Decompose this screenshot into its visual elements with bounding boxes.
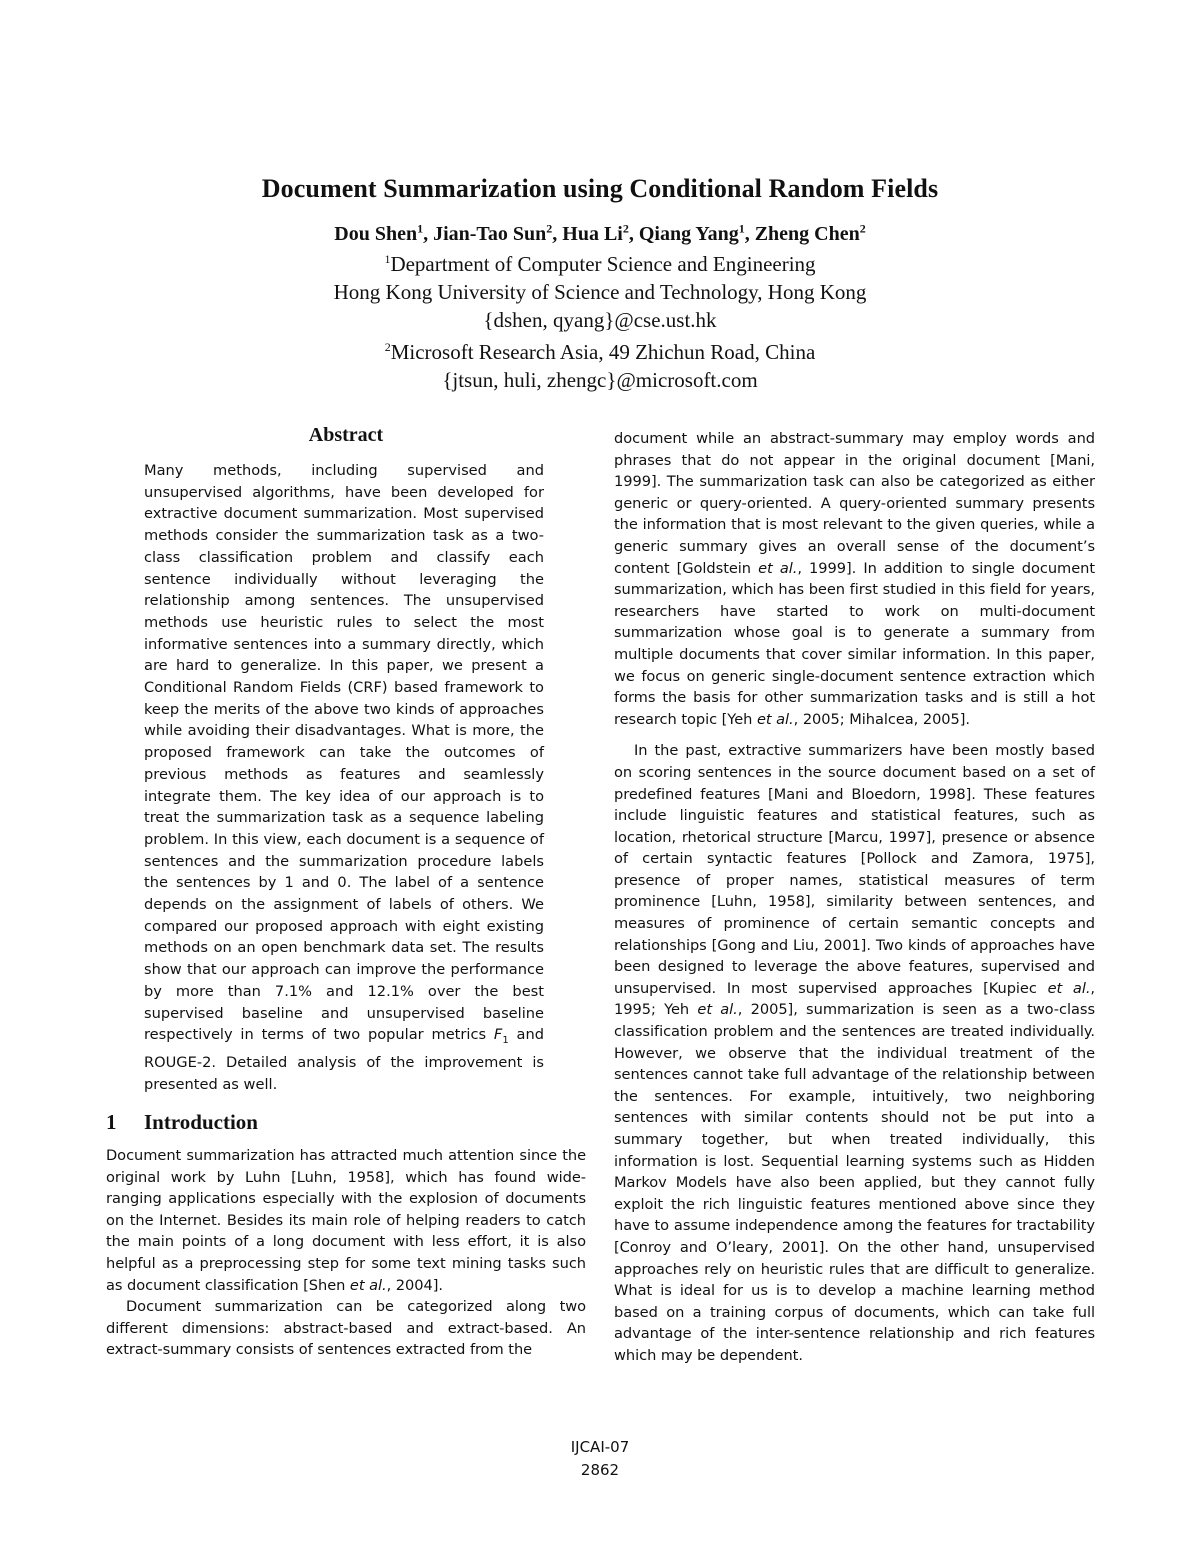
citation-etal: et al. — [349, 1276, 387, 1294]
section-heading-introduction — [106, 1110, 258, 1135]
paragraph-text: , 2005], summarization is seen as a two-class classification problem and the sentences are treated individually. However, we observe that the individual treatment of the sentences cannot take full advantage of the relationship between the sentences. For example, intuitively, two neighboring sentences with similar contents should not be put into a summary together, but when treated individually, this information is lost. Sequential learning systems such as Hidden Markov Models have also been applied, but they cannot fully exploit the rich linguistic features mentioned above since they have to assume independence among the features for tractability [Conroy and O’leary, 2001]. On the other hand, unsupervised approaches rely on heuristic rules that are difficult to generalize. What is ideal for us is to develop a machine learning method based on a training corpus of documents, which can take full advantage of the inter-sentence relationship and rich features which may be dependent. — [614, 1001, 1095, 1364]
affiliation-marker: 1 — [738, 221, 745, 236]
author-name: Dou Shen — [334, 223, 418, 245]
affiliation-marker: 2 — [384, 340, 391, 354]
affiliation-marker: 1 — [417, 221, 424, 236]
affiliation-1-email: {dshen, qyang}@cse.ust.hk — [483, 308, 717, 332]
paragraph — [614, 740, 1095, 1366]
author-name: Zheng Chen — [754, 223, 860, 245]
paragraph-text: , 1995; Yeh — [614, 979, 1096, 1019]
paragraph-text: , 2004]. — [386, 1276, 443, 1294]
citation-etal: et al. — [697, 1001, 738, 1019]
affiliation-1-university: Hong Kong University of Science and Technology, Hong Kong — [333, 280, 867, 304]
paragraph-text: Document summarization has attracted much attention since the original work by Luhn [Luhn, 1958], which has found wide-ranging applications especially with the explosion of documents on the Internet. Besides its main role of helping readers to catch the main points of a long document with less effort, it is also helpful as a preprocessing step for some text mining tasks such as document classification [Shen — [106, 1147, 586, 1294]
affiliation-1-department — [0, 252, 1200, 277]
footer-venue: IJCAI-07 — [570, 1438, 630, 1456]
affiliation-marker: 2 — [622, 221, 629, 236]
abstract-text-end: and ROUGE-2. Detailed analysis of the improvement is presented as well. — [144, 1026, 544, 1093]
author-name: Qiang Yang — [638, 223, 739, 245]
author-separator: , — [423, 223, 434, 245]
section-number: 1 — [106, 1110, 117, 1134]
metric-subscript: 1 — [502, 1035, 509, 1047]
paragraph-text: , 2005; Mihalcea, 2005]. — [793, 710, 971, 728]
author-separator: , — [744, 223, 755, 245]
author-separator: , — [628, 223, 639, 245]
paragraph-text: , 1999]. In addition to single document summarization, which has been first studied in this field for years, researchers have started to work on multi-document summarization whose goal is to generate a summary from multiple documents that cover similar information. In this paper, we focus on generic single-document sentence extraction which forms the basis for other summarization tasks and is still a hot research topic [Yeh — [614, 559, 1095, 728]
paragraph — [614, 428, 1095, 730]
paragraph-text: document while an abstract-summary may employ words and phrases that do not appear in the original document [Mani, 1999]. The summarization task can also be categorized as either generic or query-oriented. A query-oriented summary presents the information that is most relevant to the given queries, while a generic summary gives an overall sense of the document’s content [Goldstein — [614, 430, 1095, 577]
citation-etal: et al. — [758, 559, 798, 577]
metric-symbol: F — [493, 1026, 503, 1044]
paragraph-text: In the past, extractive summarizers have been mostly based on scoring sentences in the source document based on a set of predefined features [Mani and Bloedorn, 1998]. These features include linguistic features and statistical features, such as location, rhetorical structure [Marcu, 1997], presence or absence of certain syntactic features [Pollock and Zamora, 1975], presence of proper names, statistical measures of term prominence [Luhn, 1958], similarity between sentences, and measures of prominence of certain semantic concepts and relationships [Gong and Liu, 2001]. Two kinds of approaches have been designed to leverage the above features, supervised and unsupervised. In most supervised approaches [Kupiec — [614, 742, 1095, 997]
author-separator: , — [552, 223, 563, 245]
author-list — [0, 223, 1200, 246]
author-name: Jian-Tao Sun — [433, 223, 547, 245]
introduction-body — [106, 1145, 586, 1361]
affiliation-2-address — [0, 340, 1200, 365]
affiliation-2-email: {jtsun, huli, zhengc}@microsoft.com — [442, 368, 758, 392]
paragraph — [106, 1145, 586, 1296]
right-column-body — [614, 428, 1095, 1367]
affiliation-text: Department of Computer Science and Engineering — [390, 252, 816, 276]
citation-etal: et al. — [1047, 979, 1091, 997]
author-name: Hua Li — [562, 223, 623, 245]
paragraph: Document summarization can be categorized along two different dimensions: abstract-based and extract-based. An extract-summary consists of sentences extracted from the — [106, 1298, 586, 1359]
abstract-body — [144, 460, 544, 1095]
footer-page-number: 2862 — [580, 1461, 620, 1479]
affiliation-marker: 2 — [859, 221, 866, 236]
affiliation-marker: 1 — [384, 252, 391, 266]
abstract-text: Many methods, including supervised and unsupervised algorithms, have been developed for extractive document summarization. Most supervised methods consider the summarization task as a two-class classification problem and classify each sentence individually without leveraging the relationship among sentences. The unsupervised methods use heuristic rules to select the most informative sentences into a summary directly, which are hard to generalize. In this paper, we present a Conditional Random Fields (CRF) based framework to keep the merits of the above two kinds of approaches while avoiding their disadvantages. What is more, the proposed framework can take the outcomes of previous methods as features and seamlessly integrate them. The key idea of our approach is to treat the summarization task as a sequence labeling problem. In this view, each document is a sequence of sentences and the summarization procedure labels the sentences by 1 and 0. The label of a sentence depends on the assignment of labels of others. We compared our proposed approach with eight existing methods on an open benchmark data set. The results show that our approach can improve the performance by more than 7.1% and 12.1% over the best supervised baseline and unsupervised baseline respectively in terms of two popular metrics — [144, 462, 544, 1044]
affiliation-text: Microsoft Research Asia, 49 Zhichun Road, China — [390, 340, 816, 364]
section-title: Introduction — [144, 1110, 258, 1134]
affiliation-marker: 2 — [546, 221, 553, 236]
paper-title: Document Summarization using Conditional Random Fields — [261, 174, 939, 203]
abstract-heading: Abstract — [308, 424, 384, 446]
citation-etal: et al. — [756, 710, 794, 728]
